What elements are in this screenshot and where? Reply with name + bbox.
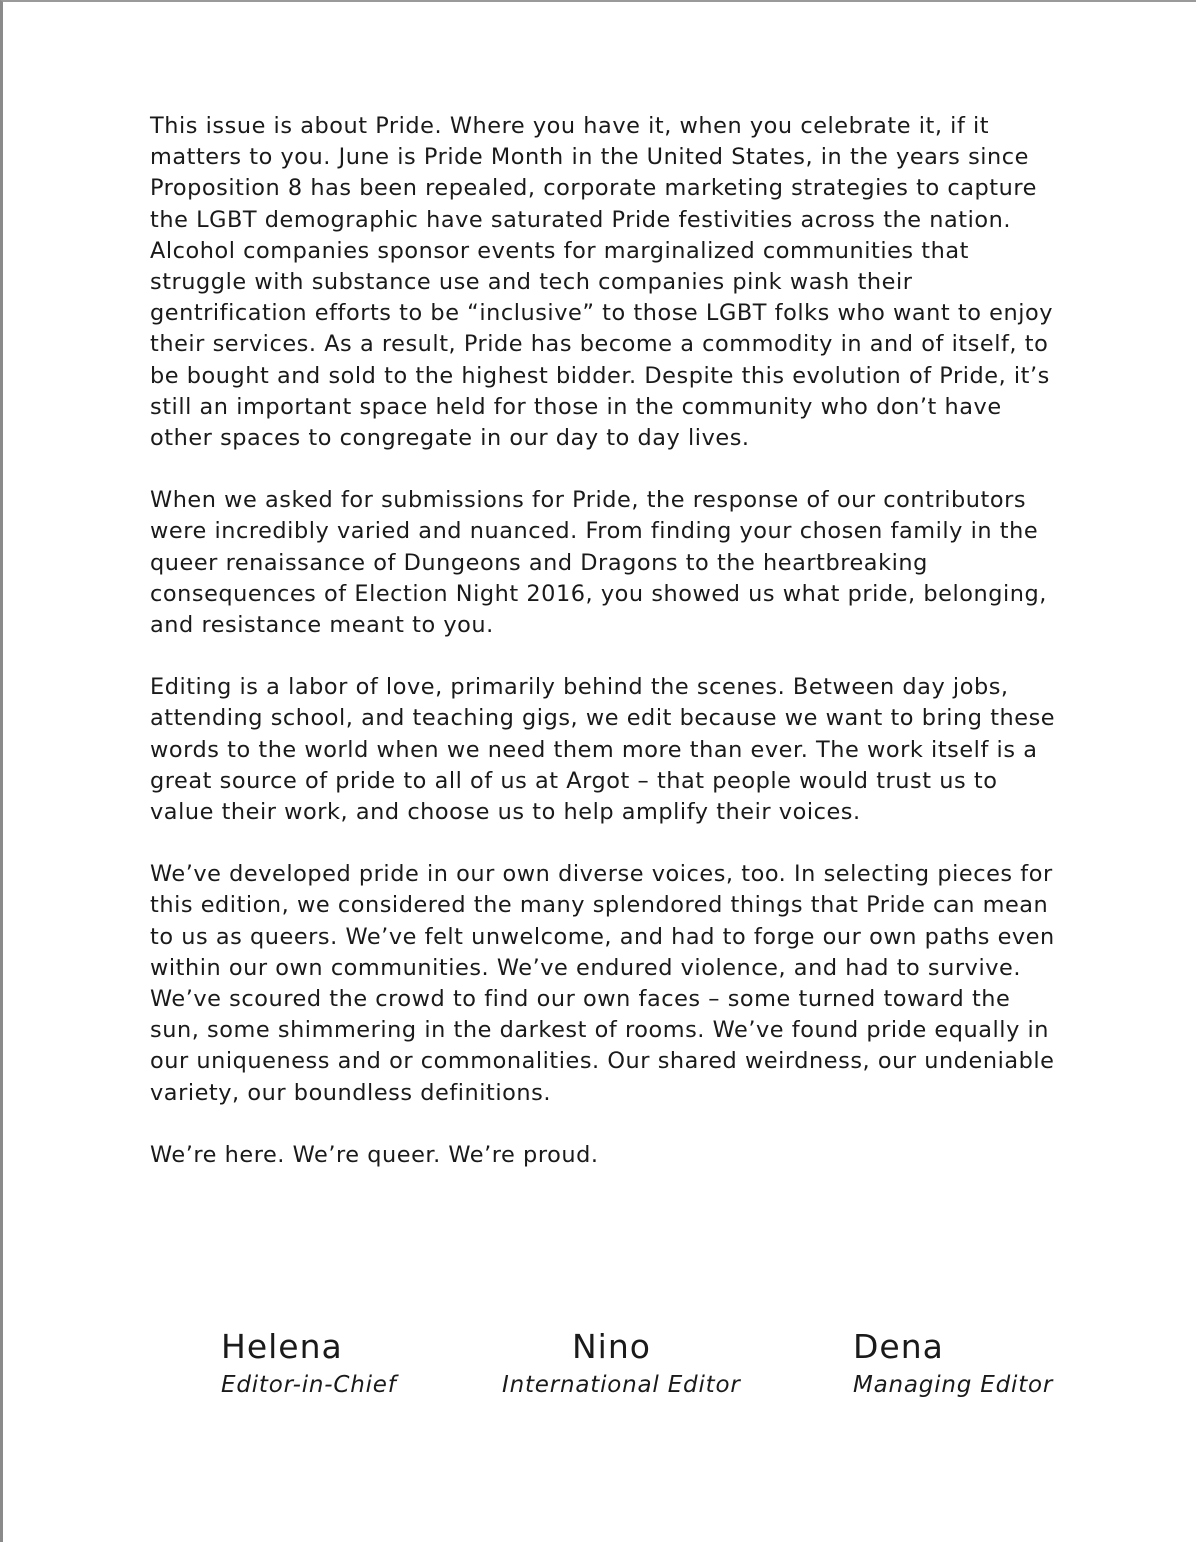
text-line: to us as queers. We’ve felt unwelcome, and had to forge our own paths even (150, 923, 1055, 950)
signer-name: Nino (572, 1327, 651, 1366)
signer-role: International Editor (502, 1372, 741, 1398)
text-line: the LGBT demographic have saturated Pride festivities across the nation. (150, 206, 1012, 233)
signer-name: Dena (853, 1327, 944, 1366)
text-line: words to the world when we need them more than ever. The work itself is a (150, 736, 1038, 763)
closing-line (150, 1140, 1135, 1171)
text-line: Proposition 8 has been repealed, corporate marketing strategies to capture (150, 175, 1037, 202)
text-line: value their work, and choose us to help amplify their voices. (150, 799, 861, 826)
paragraph (150, 672, 1135, 828)
text-line: consequences of Election Night 2016, you showed us what pride, belonging, (150, 580, 1047, 607)
paragraph (150, 111, 1135, 454)
editor-letter-body (150, 111, 1135, 1202)
text-line: this edition, we considered the many splendored things that Pride can mean (150, 892, 1049, 919)
text-line: sun, some shimmering in the darkest of rooms. We’ve found pride equally in (150, 1017, 1050, 1044)
signer-name: Helena (221, 1327, 343, 1366)
text-line: our uniqueness and or commonalities. Our shared weirdness, our undeniable (150, 1048, 1055, 1075)
signature-block (3, 1324, 1196, 1414)
text-line: struggle with substance use and tech companies pink wash their (150, 269, 913, 296)
paragraph (150, 485, 1135, 641)
text-line: within our own communities. We’ve endured violence, and had to survive. (150, 954, 1022, 981)
text-line: We’re here. We’re queer. We’re proud. (150, 1141, 599, 1168)
text-line: other spaces to congregate in our day to day lives. (150, 425, 750, 452)
text-line: When we asked for submissions for Pride, the response of our contributors (150, 487, 1027, 514)
signature-dena (853, 1324, 1053, 1400)
signature-helena (221, 1324, 397, 1400)
text-line: We’ve developed pride in our own diverse voices, too. In selecting pieces for (150, 861, 1053, 888)
text-line: Editing is a labor of love, primarily behind the scenes. Between day jobs, (150, 674, 1009, 701)
text-line: attending school, and teaching gigs, we edit because we want to bring these (150, 705, 1056, 732)
signature-nino (502, 1324, 741, 1400)
paragraph (150, 859, 1135, 1109)
text-line: We’ve scoured the crowd to find our own faces – some turned toward the (150, 986, 1011, 1013)
text-line: queer renaissance of Dungeons and Dragons to the heartbreaking (150, 549, 928, 576)
text-line: be bought and sold to the highest bidder. Despite this evolution of Pride, it’s (150, 362, 1050, 389)
text-line: great source of pride to all of us at Argot – that people would trust us to (150, 767, 998, 794)
text-line: were incredibly varied and nuanced. From finding your chosen family in the (150, 518, 1039, 545)
text-line: still an important space held for those in the community who don’t have (150, 393, 1002, 420)
text-line: Alcohol companies sponsor events for marginalized communities that (150, 237, 969, 264)
text-line: gentrification efforts to be “inclusive” to those LGBT folks who want to enjoy (150, 300, 1054, 327)
signer-role: Editor-in-Chief (221, 1372, 397, 1398)
text-line: This issue is about Pride. Where you have it, when you celebrate it, if it (150, 113, 990, 139)
text-line: variety, our boundless definitions. (150, 1079, 552, 1106)
text-line: their services. As a result, Pride has become a commodity in and of itself, to (150, 331, 1049, 358)
text-line: matters to you. June is Pride Month in the United States, in the years since (150, 144, 1029, 171)
text-line: and resistance meant to you. (150, 612, 494, 639)
signer-role: Managing Editor (853, 1372, 1054, 1398)
